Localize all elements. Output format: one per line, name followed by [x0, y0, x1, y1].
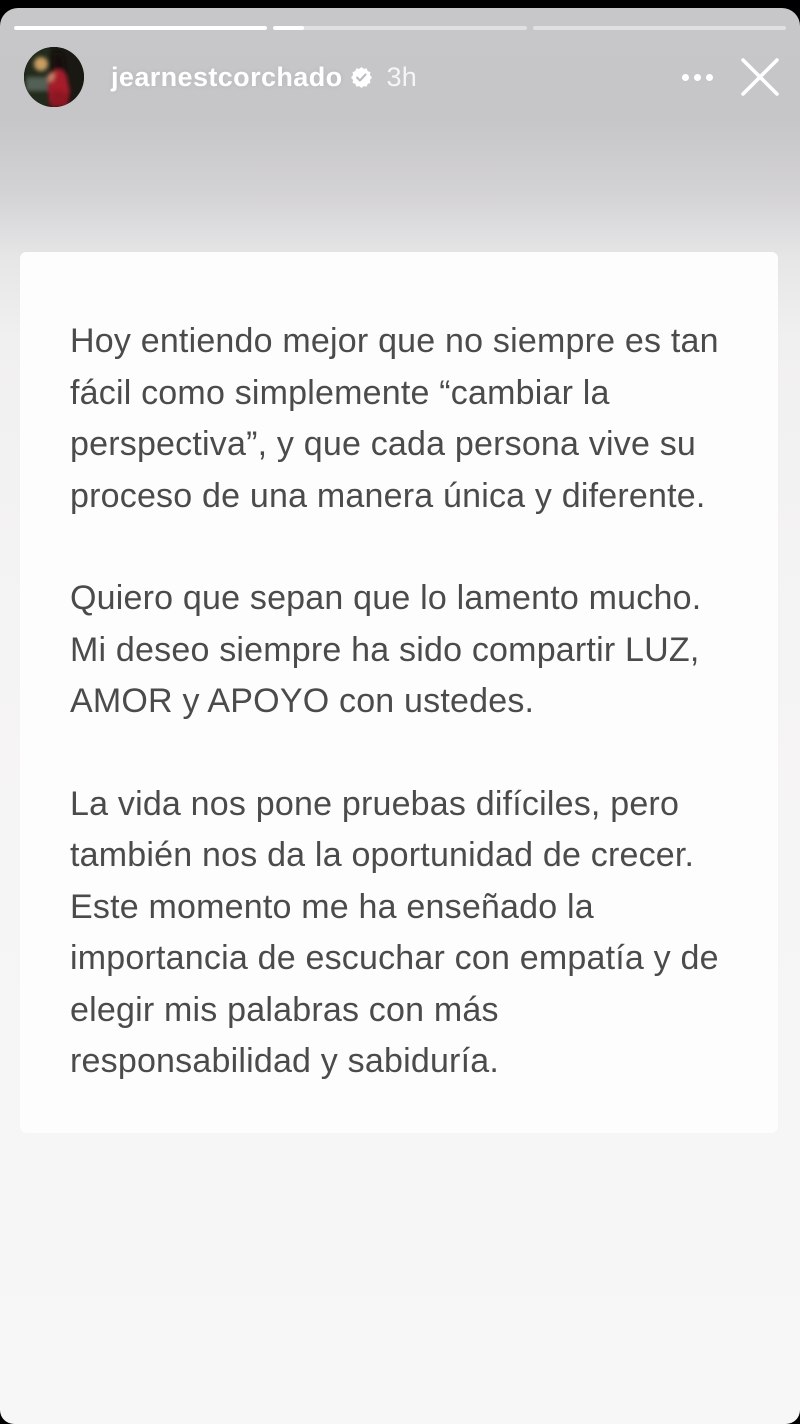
progress-segment-3 [533, 26, 786, 30]
avatar[interactable] [24, 47, 84, 107]
paragraph-2: Quiero que sepan que lo lamento mucho. Mi deseo siempre ha sido compartir LUZ, AMOR y APOYO con ustedes. [70, 579, 702, 720]
statement-text [20, 252, 778, 1088]
progress-segment-1-fill [14, 26, 267, 30]
progress-segment-1 [14, 26, 267, 30]
story-progress-bar [14, 26, 786, 30]
story-timestamp: 3h [386, 61, 418, 92]
progress-segment-2 [273, 26, 526, 30]
story-header [24, 46, 784, 108]
verified-badge-icon [351, 67, 372, 88]
story-text-card [20, 252, 778, 1133]
progress-segment-2-fill [273, 26, 303, 30]
story-viewer[interactable] [0, 8, 800, 1424]
more-options-icon[interactable] [674, 54, 720, 100]
close-icon[interactable] [736, 53, 784, 101]
avatar-photo-illustration [24, 47, 84, 107]
username[interactable]: jearnestcorchado [111, 61, 343, 92]
paragraph-1: Hoy entiendo mejor que no siempre es tan fácil como simplemente “cambiar la perspectiva”, y que cada persona vive su proceso de una manera única y diferente. [70, 322, 719, 515]
paragraph-3: La vida nos pone pruebas difíciles, pero también nos da la oportunidad de crecer. Este momento me ha enseñado la importancia de escuchar con empatía y de elegir mis palabras con más responsabilidad y sabiduría. [70, 784, 719, 1080]
